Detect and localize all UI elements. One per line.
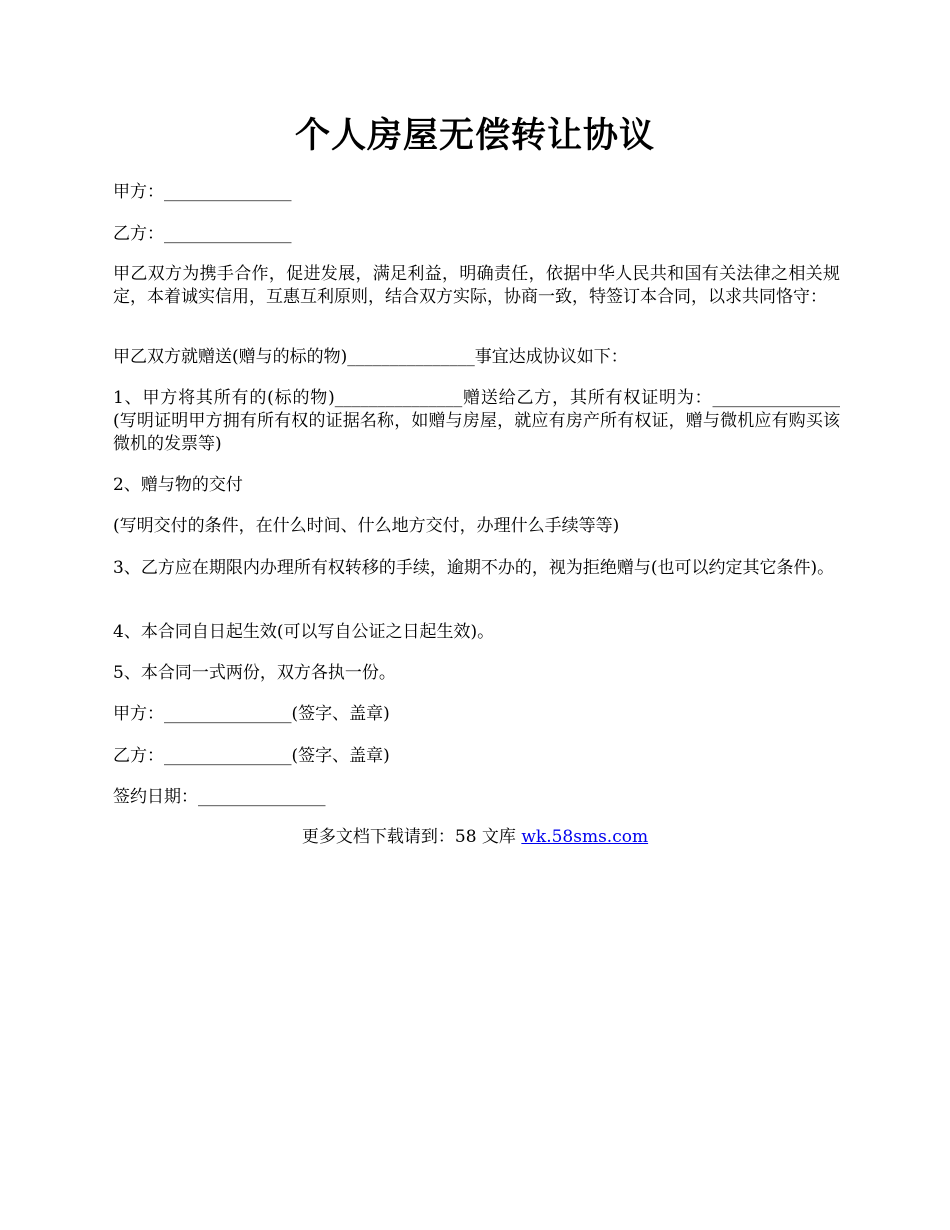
footer-link[interactable]: wk.58sms.com <box>521 827 649 847</box>
party-a-line: 甲方：_______________ <box>113 182 292 202</box>
clause-5-paragraph: 5、本合同一式两份，双方各执一份。 <box>113 663 396 683</box>
download-footer <box>0 826 950 849</box>
clause-2-detail: (写明交付的条件，在什么时间、什么地方交付，办理什么手续等等) <box>113 516 620 536</box>
party-b-signature-line: 乙方：_______________(签字、盖章) <box>113 746 390 766</box>
footer-text: 更多文档下载请到：58 文库 <box>301 827 522 847</box>
party-a-signature-line: 甲方：_______________(签字、盖章) <box>113 704 390 724</box>
party-b-line: 乙方：_______________ <box>113 224 292 244</box>
clause-1-paragraph: 1、甲方将其所有的(标的物)_______________赠送给乙方，其所有权证明为：_______________(写明证明甲方拥有所有权的证据名称，如赠与房屋，就应有房产所有权证，赠与微机应有购买该微机的发票等) <box>113 388 840 454</box>
agreement-subject-paragraph: 甲乙双方就赠送(赠与的标的物)_______________事宜达成协议如下： <box>113 347 628 367</box>
clause-2-heading: 2、赠与物的交付 <box>113 475 243 495</box>
document-title: 个人房屋无偿转让协议 <box>294 115 655 156</box>
clause-3-paragraph: 3、乙方应在期限内办理所有权转移的手续，逾期不办的，视为拒绝赠与(也可以约定其它条件)。 <box>113 558 835 578</box>
signing-date-line: 签约日期：_______________ <box>113 787 326 807</box>
preamble-paragraph: 甲乙双方为携手合作，促进发展，满足利益，明确责任，依据中华人民共和国有关法律之相关规定，本着诚实信用，互惠互利原则，结合双方实际，协商一致，特签订本合同，以求共同恪守： <box>113 264 840 307</box>
clause-4-paragraph: 4、本合同自日起生效(可以写自公证之日起生效)。 <box>113 622 495 642</box>
